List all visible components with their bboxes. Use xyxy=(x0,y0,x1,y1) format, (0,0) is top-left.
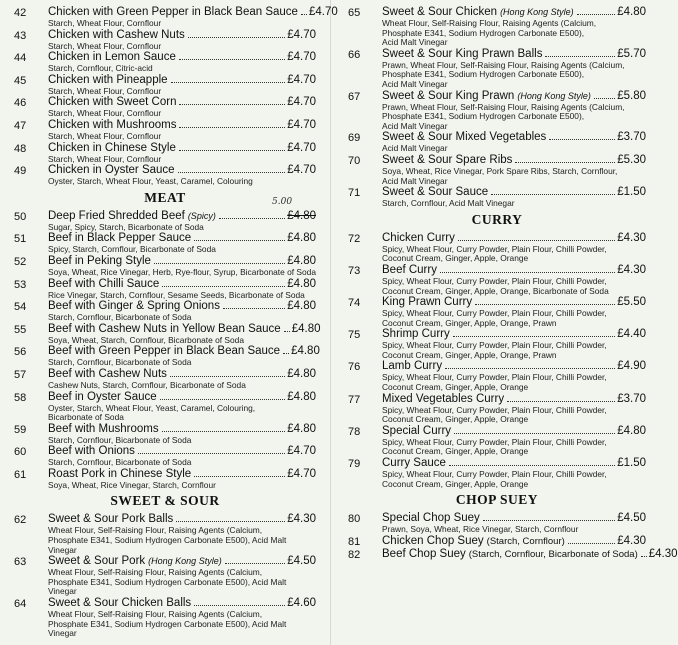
ingredients-line: Spicy, Wheat Flour, Curry Powder, Plain Flour, Chilli Powder, xyxy=(382,340,607,351)
item-number: 45 xyxy=(14,74,27,87)
item-number: 74 xyxy=(348,297,361,310)
ingredients-line: Wheat Flour, Self-Raising Flour, Raising Agents (Calcium, xyxy=(48,525,263,536)
item-header xyxy=(48,468,316,481)
dish-price: £5.80 xyxy=(617,89,646,102)
dot-leader xyxy=(188,37,285,38)
dish-name: Chicken with Pineapple xyxy=(48,73,168,86)
dish-name: Shrimp Curry xyxy=(382,328,450,341)
dot-leader xyxy=(594,98,615,99)
item-number: 48 xyxy=(14,142,27,155)
ingredients-line: Acid Malt Vinegar xyxy=(382,37,448,48)
menu-item xyxy=(14,423,316,446)
menu-column-left xyxy=(14,6,338,639)
section-heading: CHOP SUEY xyxy=(455,492,539,508)
dot-leader xyxy=(483,520,615,521)
dot-leader xyxy=(154,263,285,264)
item-number: 78 xyxy=(348,425,361,438)
ingredients-line: Acid Malt Vinegar xyxy=(382,78,448,89)
dot-leader xyxy=(449,465,615,466)
dot-leader xyxy=(475,304,615,305)
ingredients-line: Sugar, Spicy, Starch, Bicarbonate of Soda xyxy=(48,221,204,232)
item-header xyxy=(48,391,316,404)
dish-name: Chicken with Green Pepper in Black Bean Sauce xyxy=(48,6,298,18)
ingredients-line: Starch, Wheat Flour, Cornflour xyxy=(48,108,162,119)
menu-item xyxy=(14,96,316,119)
dot-leader xyxy=(160,399,286,400)
dish-name: Chicken in Oyster Sauce xyxy=(48,164,175,177)
dish-price: £4.70 xyxy=(287,164,316,177)
item-number: 43 xyxy=(14,29,27,42)
ingredients-line: Spicy, Wheat Flour, Curry Powder, Plain Flour, Chilli Powder, xyxy=(382,436,607,447)
item-header xyxy=(382,535,646,548)
menu-item xyxy=(348,425,646,457)
dot-leader xyxy=(171,82,286,83)
item-number: 55 xyxy=(14,323,27,336)
item-number: 52 xyxy=(14,255,27,268)
dish-price: £4.80 xyxy=(617,6,646,18)
menu-item xyxy=(14,51,316,74)
item-number: 64 xyxy=(14,598,27,611)
dish-price: £4.70 xyxy=(287,445,316,458)
dot-leader xyxy=(194,240,285,241)
ingredients-line: Coconut Cream, Ginger, Apple, Orange, Prawn xyxy=(382,349,557,360)
item-number: 53 xyxy=(14,278,27,291)
item-number: 81 xyxy=(348,535,361,548)
menu-item xyxy=(14,445,316,468)
ingredients-line: Cashew Nuts, Starch, Cornflour, Bicarbonate of Soda xyxy=(48,379,246,390)
section-heading: CURRY xyxy=(471,211,523,227)
item-number: 70 xyxy=(348,154,361,167)
ingredients-line: Starch, Wheat Flour, Cornflour xyxy=(48,40,162,51)
ingredients-line: Starch, Wheat Flour, Cornflour xyxy=(48,18,162,28)
dot-leader xyxy=(178,172,286,173)
ingredients-line: Coconut Cream, Ginger, Apple, Orange, Prawn xyxy=(382,317,557,328)
dish-name: Mixed Vegetables Curry xyxy=(382,392,505,405)
menu-item xyxy=(348,547,678,561)
item-number: 79 xyxy=(348,458,361,471)
dish-price: £4.30 xyxy=(617,263,646,276)
dish-name: Special Chop Suey xyxy=(382,512,480,525)
item-number: 59 xyxy=(14,423,27,436)
menu-item xyxy=(348,360,646,392)
dot-leader xyxy=(301,14,307,15)
item-number: 75 xyxy=(348,329,361,342)
dish-price: £4.80 xyxy=(287,232,316,245)
dish-name: Special Curry xyxy=(382,424,452,437)
item-number: 49 xyxy=(14,165,27,178)
dish-name: Beef with Cashew Nuts in Yellow Bean Sauce xyxy=(48,322,281,335)
ingredients-line: Starch, Wheat Flour, Cornflour xyxy=(48,85,162,96)
dot-leader xyxy=(440,272,615,273)
item-number: 77 xyxy=(348,393,361,406)
dish-price: £4.50 xyxy=(287,555,316,568)
item-number: 65 xyxy=(348,7,361,19)
dot-leader xyxy=(194,476,285,477)
menu-item xyxy=(14,74,316,97)
menu-item xyxy=(14,597,316,639)
dish-name: Roast Pork in Chinese Style xyxy=(48,467,192,480)
ingredients-line: Coconut Cream, Ginger, Apple, Orange xyxy=(382,253,529,264)
dish-price: £4.80 xyxy=(287,300,316,313)
dish-note: (Hong Kong Style) xyxy=(500,7,574,17)
ingredients-line: Soya, Wheat, Rice Vinegar, Starch, Cornflour xyxy=(48,479,216,490)
dish-note: (Hong Kong Style) xyxy=(517,90,591,101)
dot-leader xyxy=(170,376,285,377)
dish-name: Sweet & Sour Pork Balls xyxy=(48,513,174,526)
dish-name: Chicken Curry xyxy=(382,231,455,244)
item-number: 61 xyxy=(14,468,27,481)
dot-leader xyxy=(225,563,286,564)
dish-price: £4.70 xyxy=(287,118,316,131)
ingredients-line: Phosphate E341, Sodium Hydrogen Carbonate E500), Acid Malt Vinegar xyxy=(48,576,287,597)
menu-item xyxy=(14,164,316,187)
ingredients-line: Spicy, Wheat Flour, Curry Powder, Plain Flour, Chilli Powder, xyxy=(382,243,607,254)
dish-name: Beef Curry xyxy=(382,263,437,276)
ingredients-line: Phosphate E341, Sodium Hydrogen Carbonate E500), xyxy=(382,111,585,122)
dish-price: £4.80 xyxy=(287,367,316,380)
item-number: 71 xyxy=(348,187,361,200)
item-number: 54 xyxy=(14,301,27,314)
dish-price: £3.70 xyxy=(617,131,646,144)
item-number: 62 xyxy=(14,514,27,527)
dot-leader xyxy=(491,194,615,195)
dish-name: Chicken with Mushrooms xyxy=(48,118,177,131)
dish-price: £1.50 xyxy=(617,457,646,470)
dish-note: (Starch, Cornflour, Bicarbonate of Soda) xyxy=(468,548,638,560)
item-header xyxy=(382,393,646,406)
dish-price: £4.70 xyxy=(287,141,316,154)
dish-price: £4.30 xyxy=(287,513,316,526)
dish-name: Beef with Ginger & Spring Onions xyxy=(48,300,220,313)
dish-name: Sweet & Sour Spare Ribs xyxy=(382,153,513,166)
item-header xyxy=(382,90,646,103)
item-header xyxy=(48,255,316,268)
dish-name: Beef with Mushrooms xyxy=(48,422,159,435)
ingredients-line: Wheat Flour, Self-Raising Flour, Raising Agents (Calcium, xyxy=(382,18,597,28)
ingredients-line: Spicy, Wheat Flour, Curry Powder, Plain Flour, Chilli Powder, xyxy=(382,469,607,480)
ingredients-line: Starch, Wheat Flour, Cornflour xyxy=(48,130,162,141)
ingredients-line: Spicy, Wheat Flour, Curry Powder, Plain Flour, Chilli Powder, xyxy=(382,308,607,319)
dish-name: Beef in Oyster Sauce xyxy=(48,390,157,403)
ingredients-line: Oyster, Starch, Wheat Flour, Yeast, Caramel, Colouring, xyxy=(48,402,256,413)
dish-name: Sweet & Sour Chicken Balls xyxy=(48,597,192,610)
item-number: 63 xyxy=(14,556,27,569)
dish-name: Chicken in Lemon Sauce xyxy=(48,51,176,64)
section-heading: SWEET & SOUR xyxy=(110,493,220,509)
menu-item xyxy=(348,154,646,186)
dish-name: Sweet & Sour King Prawn Balls xyxy=(382,47,543,60)
dish-name: Deep Fried Shredded Beef xyxy=(48,209,185,222)
item-number: 56 xyxy=(14,346,27,359)
dish-name: Beef with Green Pepper in Black Bean Sauce xyxy=(48,345,281,358)
ingredients-line: Wheat Flour, Self-Raising Flour, Raising Agents (Calcium, xyxy=(48,609,263,620)
dot-leader xyxy=(179,104,285,105)
dish-price: £4.30 xyxy=(648,547,678,560)
dish-price: £4.80 xyxy=(287,422,316,435)
dish-price: £4.70 xyxy=(287,96,316,109)
dish-price: £5.70 xyxy=(617,47,646,60)
dot-leader xyxy=(458,240,615,241)
item-number: 50 xyxy=(14,210,27,223)
dish-name: Beef with Onions xyxy=(48,445,135,458)
item-number: 66 xyxy=(348,48,361,61)
ingredients-line: Oyster, Starch, Wheat Flour, Yeast, Caramel, Colouring xyxy=(48,176,253,187)
menu-item xyxy=(14,391,316,423)
item-number: 67 xyxy=(348,90,361,103)
ingredients-line: Coconut Cream, Ginger, Apple, Orange, Bicarbonate of Soda xyxy=(382,285,609,296)
dish-price: £5.30 xyxy=(617,153,646,166)
dish-price: £4.80 xyxy=(287,254,316,267)
menu-item xyxy=(348,457,646,489)
item-number: 82 xyxy=(348,548,361,561)
menu-item xyxy=(14,119,316,142)
ingredients-line: Spicy, Starch, Cornflour, Bicarbonate of Soda xyxy=(48,244,216,255)
dot-leader xyxy=(176,521,285,522)
item-number: 80 xyxy=(348,513,361,526)
ingredients-line: Prawn, Wheat Flour, Self-Raising Flour, Raising Agents (Calcium, xyxy=(382,59,625,70)
item-header xyxy=(382,232,646,245)
item-number: 58 xyxy=(14,391,27,404)
dish-price: £4.70 xyxy=(287,28,316,41)
ingredients-line: Starch, Cornflour, Citric-acid xyxy=(48,63,153,74)
item-number: 46 xyxy=(14,97,27,110)
menu-item xyxy=(348,48,646,90)
ingredients-line: Bicarbonate of Soda xyxy=(48,412,124,423)
menu-item xyxy=(14,142,316,165)
dish-price: £4.70 xyxy=(287,73,316,86)
ingredients-line: Starch, Wheat Flour, Cornflour xyxy=(48,153,162,164)
dot-leader xyxy=(549,139,615,140)
item-number: 42 xyxy=(14,7,27,19)
item-header xyxy=(48,278,316,291)
dish-price: £1.50 xyxy=(617,186,646,199)
dot-leader xyxy=(219,218,285,219)
ingredients-line: Wheat Flour, Self-Raising Flour, Raising Agents (Calcium, xyxy=(48,567,263,578)
dish-price: £5.50 xyxy=(617,296,646,309)
ingredients-line: Acid Malt Vinegar xyxy=(382,120,448,131)
item-header xyxy=(48,142,316,155)
dish-name: Sweet & Sour Pork xyxy=(48,555,146,568)
ingredients-line: Prawn, Wheat Flour, Self-Raising Flour, Raising Agents (Calcium, xyxy=(382,101,625,112)
ingredients-line: Phosphate E341, Sodium Hydrogen Carbonate E500), xyxy=(382,69,585,80)
handwritten-price: 5.00 xyxy=(272,197,293,207)
menu-item xyxy=(348,232,646,264)
menu-item xyxy=(348,535,646,548)
dish-price: £4.80 xyxy=(291,345,320,358)
dot-leader xyxy=(283,353,289,354)
item-header xyxy=(48,322,321,336)
menu-item xyxy=(348,264,646,296)
dot-leader xyxy=(577,14,616,15)
dish-price: £4.80 xyxy=(291,322,321,335)
dish-price: £4.40 xyxy=(617,328,646,341)
item-number: 76 xyxy=(348,361,361,374)
menu-item xyxy=(14,555,316,597)
menu-item xyxy=(14,300,316,323)
ingredients-line: Acid Malt Vinegar xyxy=(382,143,448,154)
ingredients-line: Starch, Cornflour, Bicarbonate of Soda xyxy=(48,357,192,368)
dish-name: Curry Sauce xyxy=(382,457,446,470)
dish-name: Chicken with Sweet Corn xyxy=(48,96,177,109)
dot-leader xyxy=(223,308,285,309)
dish-price: £4.70 xyxy=(308,6,338,18)
item-number: 57 xyxy=(14,368,27,381)
ingredients-line: Rice Vinegar, Starch, Cornflour, Sesame Seeds, Bicarbonate of Soda xyxy=(48,289,305,300)
dish-name: Chicken Chop Suey xyxy=(382,534,484,547)
menu-item xyxy=(14,468,316,491)
menu-item xyxy=(348,6,646,48)
dish-name: King Prawn Curry xyxy=(382,296,473,309)
dot-leader xyxy=(179,59,285,60)
dish-price: £4.60 xyxy=(287,597,316,610)
dot-leader xyxy=(138,453,285,454)
dish-name: Sweet & Sour Mixed Vegetables xyxy=(382,131,547,144)
dot-leader xyxy=(179,150,285,151)
item-header xyxy=(382,425,646,438)
menu-item xyxy=(348,328,646,360)
dish-price: £4.80 xyxy=(287,277,316,290)
ingredients-line: Phosphate E341, Sodium Hydrogen Carbonate E500), xyxy=(382,27,585,38)
menu-item xyxy=(348,90,646,132)
dot-leader xyxy=(568,543,615,544)
dot-leader xyxy=(454,433,615,434)
dish-price: £4.50 xyxy=(617,512,646,525)
dot-leader xyxy=(445,368,615,369)
menu-item xyxy=(14,232,316,255)
dish-price: £4.80 xyxy=(287,390,316,403)
ingredients-line: Phosphate E341, Sodium Hydrogen Carbonate E500), Acid Malt Vinegar xyxy=(48,618,287,639)
ingredients-line: Spicy, Wheat Flour, Curry Powder, Plain Flour, Chilli Powder, xyxy=(382,275,607,286)
dish-name: Chicken in Chinese Style xyxy=(48,141,176,154)
dish-price: £4.70 xyxy=(287,467,316,480)
dot-leader xyxy=(162,286,285,287)
item-header xyxy=(382,154,646,167)
dot-leader xyxy=(641,556,647,557)
menu-item xyxy=(14,278,316,301)
item-header xyxy=(48,368,316,381)
dish-name: Sweet & Sour Chicken xyxy=(382,6,498,18)
item-header xyxy=(48,29,316,42)
item-number: 47 xyxy=(14,119,27,132)
dot-leader xyxy=(515,162,615,163)
dish-price: £4.30 xyxy=(617,231,646,244)
dish-name: Beef in Black Pepper Sauce xyxy=(48,232,192,245)
ingredients-line: Soya, Wheat, Rice Vinegar, Pork Spare Ribs, Starch, Cornflour, xyxy=(382,165,618,176)
item-header xyxy=(382,264,646,277)
menu-item xyxy=(14,513,316,555)
ingredients-line: Acid Malt Vinegar xyxy=(382,175,448,186)
dish-note: (Starch, Cornflour) xyxy=(486,535,565,547)
menu-item xyxy=(348,512,646,535)
dot-leader xyxy=(507,401,615,402)
dot-leader xyxy=(162,431,286,432)
item-header xyxy=(382,48,646,61)
menu-item xyxy=(14,345,320,368)
item-header xyxy=(48,74,316,87)
ingredients-line: Spicy, Wheat Flour, Curry Powder, Plain Flour, Chilli Powder, xyxy=(382,404,607,415)
dish-name: Beef with Cashew Nuts xyxy=(48,367,167,380)
dish-price: £4.90 xyxy=(617,360,646,373)
ingredients-line: Prawn, Soya, Wheat, Rice Vinegar, Starch, Cornflour xyxy=(382,524,579,535)
menu-item xyxy=(14,6,338,29)
ingredients-line: Coconut Cream, Ginger, Apple, Orange xyxy=(382,414,529,425)
item-number: 51 xyxy=(14,233,27,246)
dish-name: Beef with Chilli Sauce xyxy=(48,277,160,290)
ingredients-line: Coconut Cream, Ginger, Apple, Orange xyxy=(382,446,529,457)
dish-note: (Hong Kong Style) xyxy=(148,556,222,567)
dish-price: £4.80 xyxy=(287,209,316,222)
ingredients-line: Soya, Wheat, Starch, Cornflour, Bicarbonate of Soda xyxy=(48,334,244,345)
dot-leader xyxy=(545,56,615,57)
dish-name: Sweet & Sour King Prawn xyxy=(382,89,515,102)
dish-name: Lamb Curry xyxy=(382,360,443,373)
column-divider xyxy=(330,0,331,645)
dish-name: Beef Chop Suey xyxy=(382,547,466,560)
menu-item xyxy=(348,131,646,154)
ingredients-line: Coconut Cream, Ginger, Apple, Orange xyxy=(382,382,529,393)
dish-name: Beef in Peking Style xyxy=(48,254,151,267)
menu-item xyxy=(14,368,316,391)
ingredients-line: Spicy, Wheat Flour, Curry Powder, Plain Flour, Chilli Powder, xyxy=(382,372,607,383)
item-number: 73 xyxy=(348,264,361,277)
item-header xyxy=(382,547,678,561)
item-number: 69 xyxy=(348,132,361,145)
dish-price: £4.70 xyxy=(287,51,316,64)
dot-leader xyxy=(179,127,285,128)
item-number: 60 xyxy=(14,446,27,459)
dish-name: Chicken with Cashew Nuts xyxy=(48,28,185,41)
section-heading: MEAT xyxy=(144,189,186,205)
item-header xyxy=(48,210,316,223)
item-header xyxy=(48,423,316,436)
dish-note: (Spicy) xyxy=(187,210,216,221)
menu-item xyxy=(348,186,646,209)
ingredients-line: Coconut Cream, Ginger, Apple, Orange xyxy=(382,478,529,489)
menu-item xyxy=(348,296,646,328)
ingredients-line: Starch, Cornflour, Bicarbonate of Soda xyxy=(48,457,192,468)
dish-price: £4.30 xyxy=(617,534,646,547)
menu-item xyxy=(14,29,316,52)
ingredients-line: Starch, Cornflour, Bicarbonate of Soda xyxy=(48,312,192,323)
dot-leader xyxy=(453,336,615,337)
menu-item xyxy=(14,255,316,278)
ingredients-line: Phosphate E341, Sodium Hydrogen Carbonate E500), Acid Malt Vinegar xyxy=(48,535,287,555)
dish-price: £4.80 xyxy=(617,424,646,437)
item-number: 44 xyxy=(14,52,27,65)
menu-column-right xyxy=(348,6,678,561)
menu-item xyxy=(348,393,646,425)
ingredients-line: Starch, Cornflour, Acid Malt Vinegar xyxy=(382,198,515,209)
menu-item xyxy=(14,210,316,233)
menu-item xyxy=(14,322,321,346)
dot-leader xyxy=(284,331,290,332)
dish-name: Sweet & Sour Sauce xyxy=(382,186,489,199)
ingredients-line: Starch, Cornflour, Bicarbonate of Soda xyxy=(48,434,192,445)
item-number: 72 xyxy=(348,232,361,245)
ingredients-line: Soya, Wheat, Rice Vinegar, Herb, Rye-flour, Syrup, Bicarbonate of Soda xyxy=(48,266,316,277)
dot-leader xyxy=(194,605,285,606)
dish-price: £3.70 xyxy=(617,392,646,405)
